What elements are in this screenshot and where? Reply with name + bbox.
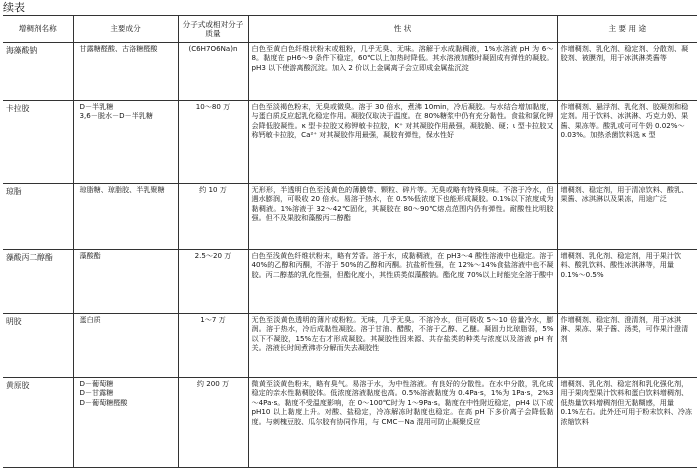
cell-name: 海藻酸钠 bbox=[3, 43, 73, 101]
table-row bbox=[3, 101, 697, 184]
cell-uses: 增稠剂、稳定剂，用于清凉饮料、酸乳、果酱、冰淇淋以及果冻，用途广泛 bbox=[557, 184, 697, 250]
header-formula: 分子式或相对分子质量 bbox=[178, 16, 248, 43]
cell-formula: 2.5～20 万 bbox=[178, 250, 248, 314]
header-properties: 性 状 bbox=[248, 16, 557, 43]
cell-uses: 作增稠剂、悬浮剂、乳化剂、胶凝剂和稳定剂。用于饮料、冰淇淋、巧克力奶、果酱、果冻等。酸乳或可可牛奶 0.02%～0.03%。加热杀菌饮料选 κ 型 bbox=[557, 101, 697, 184]
cell-formula: 约 200 万 bbox=[178, 378, 248, 468]
header-composition: 主要成分 bbox=[73, 16, 178, 43]
table-row bbox=[3, 184, 697, 250]
cell-properties: 无形形，半透明白色至浅黄色的薄膜带、颗粒、碎片等。无臭或略有特殊臭味。不溶于冷水，但遇水膨润，可吸收 20 倍水。易溶于热水，在 0.5%低浓度下也能形成凝胶。0.1%以下浓度成为黏稠液。1%溶液于 32～42℃固化，其凝胶在 80～90℃熔点范围内仍有弹性。耐酸性比明胶强。但不及果胶和藻酸丙二醇酯 bbox=[248, 184, 557, 250]
cell-uses: 作增稠剂、乳化剂、稳定剂、分散剂、凝胶剂、被膜剂，用于冰淇淋类酱等 bbox=[557, 43, 697, 101]
thickener-table bbox=[3, 15, 697, 468]
cell-composition: D－半乳糖 3,6－脱水－D－半乳糖 bbox=[73, 101, 178, 184]
cell-name: 卡拉胶 bbox=[3, 101, 73, 184]
cell-name: 藻酸丙二醇酯 bbox=[3, 250, 73, 314]
cell-formula: (C6H7O6Na)n bbox=[178, 43, 248, 101]
header-uses: 主 要 用 途 bbox=[557, 16, 697, 43]
cell-composition: 甘露糖醛酸、古洛糖醛酸 bbox=[73, 43, 178, 101]
cell-formula: 10～80 万 bbox=[178, 101, 248, 184]
table-row bbox=[3, 250, 697, 314]
cell-formula: 约 10 万 bbox=[178, 184, 248, 250]
cell-properties: 白色至浅黄色纤维状粉末，略有芳香。溶于水，成黏稠液，在 pH3～4 酸性溶液中也稳定。溶于 40%的乙醇和丙酮，不溶于 50%的乙醇和丙酮。抗盐析性强，在 12%～14%食盐溶液中也不凝胶。丙二醇基的乳化性强，但酯化度小，其性质类似藻酸钠。酯化度 70%以上时能完全溶于酸中 bbox=[248, 250, 557, 314]
cell-composition: 琼脂糖、琼脂胶、半乳聚糖 bbox=[73, 184, 178, 250]
cell-name: 琼脂 bbox=[3, 184, 73, 250]
table-row bbox=[3, 43, 697, 101]
cell-composition: D－葡萄糖 D－甘露糖 D－葡萄糖醛酸 bbox=[73, 378, 178, 468]
cell-uses: 增稠剂、乳化剂、稳定剂和乳化强化剂，用于果肉型果汁饮料和蛋白饮料增稠剂、低热量饮料增稠剂但无黏糊感，用量 0.1%左右。此外还可用于粉末饮料、冷冻浓缩饮料 bbox=[557, 378, 697, 468]
header-name: 增稠剂名称 bbox=[3, 16, 73, 43]
cell-composition: 蛋白质 bbox=[73, 314, 178, 378]
table-caption: 续表 bbox=[3, 1, 25, 14]
cell-name: 黄原胶 bbox=[3, 378, 73, 468]
cell-properties: 白色至黄白色纤维状粉末或粗粉，几乎无臭、无味。溶解于水成黏稠液，1%水溶液 pH 为 6～8。黏度在 pH6～9 条件下稳定，60℃以上加热时降低。其水溶液加酸时凝固成有弹性的凝胶。pH3 以下使游离酸沉淀。加入 2 价以上金属离子会立即成金属盐沉淀 bbox=[248, 43, 557, 101]
cell-formula: 1～7 万 bbox=[178, 314, 248, 378]
cell-name: 明胶 bbox=[3, 314, 73, 378]
cell-properties: 白色至淡褐色粉末，无臭或微臭。溶于 30 倍水，煮沸 10min，冷后凝胶。与水结合增加黏度，与蛋白质反应起乳化稳定作用。凝胶仅取决于温度。在 80%糖浆中仍有充分黏性。食盐和氯化钾会降低胶凝性。κ 型卡拉胶又称钾敏卡拉胶，K⁺ 对其凝胶作用最强，凝胶脆、硬；ι 型卡拉胶又称钙敏卡拉胶，Ca²⁺ 对其凝胶作用最强，凝胶有弹性，保水性好 bbox=[248, 101, 557, 184]
cell-properties: 微黄至淡黄色粉末，略有臭气。易溶于水，为中性溶液。有良好的分散性。在水中分散，乳化成稳定的亲水性黏稠胶体。低浓度溶液黏度也高。0.5%溶液黏度为 0.4Pa·s，1%为 1Pa·s，2%3～4Pa·s。黏度不受温度影响，在 0～100℃时为 1～9Pa·s。黏度在中性附近稳定，pH4 以下或 pH10 以上黏度上升。对酸、盐稳定，冷冻解冻时黏度也稳定。在高 pH 下多价离子会降低黏度。与刺槐豆胶、瓜尔胶有协同作用，与 CMC－Na 混用可防止凝聚反应 bbox=[248, 378, 557, 468]
cell-properties: 无色至淡黄色透明的薄片或粉粒。无味，几乎无臭。不溶冷水，但可吸收 5～10 倍量冷水，膨润。溶于热水，冷后成黏性凝胶。溶于甘油、醋酸，不溶于乙醇、乙醚。凝固力比琼脂弱，5%以下不凝胶，15%左右才形成凝胶。其凝胶性因来源、共存盐类的种类与浓度以及溶液 pH 有关。溶液长时间煮沸亦分解而失去凝胶性 bbox=[248, 314, 557, 378]
cell-uses: 作增稠剂、稳定剂、澄清剂，用于冰淇淋、果冻、果子酱、汤类，可作果汁澄清剂 bbox=[557, 314, 697, 378]
table-header-row bbox=[3, 16, 697, 43]
cell-uses: 增稠剂、乳化剂、稳定剂，用于果汁饮料、酸乳饮料、酸性冰淇淋等，用量 0.1%～0.5% bbox=[557, 250, 697, 314]
table-row bbox=[3, 314, 697, 378]
cell-composition: 藻酸酯 bbox=[73, 250, 178, 314]
table-row bbox=[3, 378, 697, 468]
